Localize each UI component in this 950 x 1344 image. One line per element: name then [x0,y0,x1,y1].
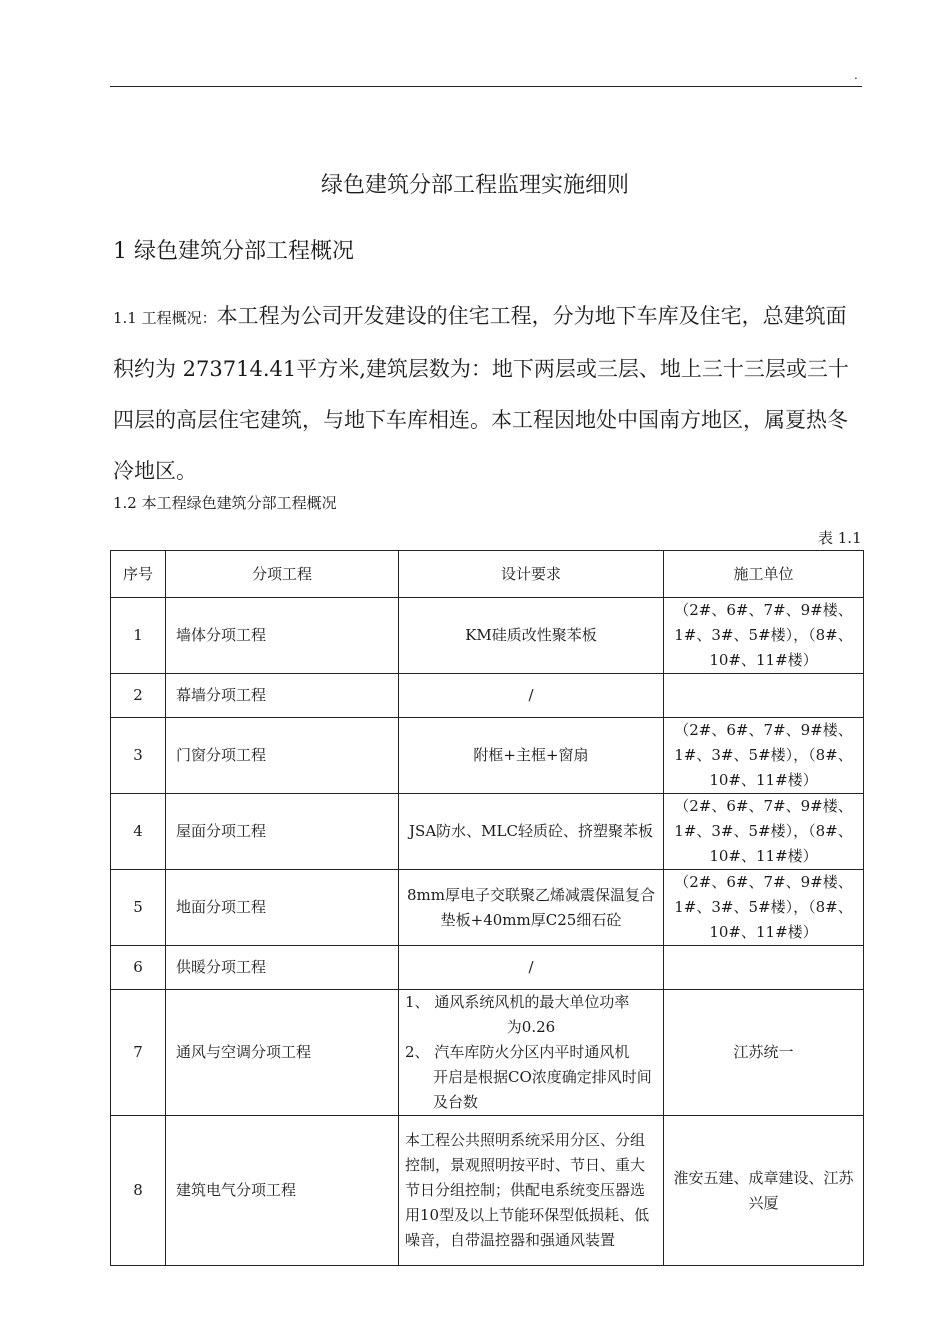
table-row [111,598,864,674]
row-req: KM硅质改性聚苯板 [399,598,664,674]
row-req: / [399,946,664,990]
header-no: 序号 [111,551,166,598]
req-list-continuation: 开启是根据CO浓度确定排风时间及台数 [433,1068,652,1111]
row-item: 地面分项工程 [166,870,399,946]
row-unit: （2#、6#、7#、9#楼、1#、3#、5#楼），（8#、10#、11#楼） [664,718,864,794]
row-unit [664,674,864,718]
subitem-table [110,550,864,1266]
req-list-text: 通风系统风机的最大单位功率 [434,993,630,1011]
header-req: 设计要求 [399,551,664,598]
row-no: 6 [111,946,166,990]
section-heading: 1 绿色建筑分部工程概况 [113,239,354,264]
row-item: 建筑电气分项工程 [166,1116,399,1266]
row-req: 本工程公共照明系统采用分区、分组控制，景观照明按平时、节日、重大节日分组控制；供配电系统变压器选用10型及以上节能环保型低损耗、低噪音，自带温控器和强通风装置 [399,1116,664,1266]
overview-paragraph [113,291,865,497]
row-req-list [399,990,664,1116]
row-unit: （2#、6#、7#、9#楼、1#、3#、5#楼），（8#、10#、11#楼） [664,794,864,870]
row-item: 屋面分项工程 [166,794,399,870]
req-list-item [405,990,657,1015]
req-list-item [405,1040,657,1065]
row-item: 供暖分项工程 [166,946,399,990]
table-row [111,718,864,794]
row-no: 2 [111,674,166,718]
table-header-row [111,551,864,598]
req-list-continuation: 为0.26 [506,1018,556,1036]
table-row [111,990,864,1116]
table-row [111,946,864,990]
row-item: 门窗分项工程 [166,718,399,794]
row-item: 墙体分项工程 [166,598,399,674]
header-mark: . [854,68,858,82]
row-no: 1 [111,598,166,674]
overview-lead: 1.1 工程概况： [113,309,217,327]
subsection-heading: 1.2 本工程绿色建筑分部工程概况 [113,494,337,512]
table-row [111,1116,864,1266]
row-unit: （2#、6#、7#、9#楼、1#、3#、5#楼），（8#、10#、11#楼） [664,870,864,946]
row-req: JSA防水、MLC轻质砼、挤塑聚苯板 [399,794,664,870]
overview-text: 本工程为公司开发建设的住宅工程，分为地下车库及住宅，总建筑面积约为 273714.41平方米,建筑层数为：地下两层或三层、地上三十三层或三十四层的高层住宅建筑，与地下车库相连。本工程因地处中国南方地区，属夏热冬冷地区。 [113,304,849,483]
row-unit: （2#、6#、7#、9#楼、1#、3#、5#楼），（8#、10#、11#楼） [664,598,864,674]
row-unit: 江苏统一 [664,990,864,1116]
header-unit: 施工单位 [664,551,864,598]
table-row [111,794,864,870]
req-list-text: 汽车库防火分区内平时通风机 [434,1043,630,1061]
table-row [111,674,864,718]
row-req: 附框+主框+窗扇 [399,718,664,794]
table-row [111,870,864,946]
row-req: / [399,674,664,718]
row-no: 3 [111,718,166,794]
row-item: 通风与空调分项工程 [166,990,399,1116]
req-list-number: 2、 [405,1043,430,1061]
header-item: 分项工程 [166,551,399,598]
row-no: 7 [111,990,166,1116]
row-item: 幕墙分项工程 [166,674,399,718]
document-title: 绿色建筑分部工程监理实施细则 [320,173,629,198]
req-list-number: 1、 [405,993,430,1011]
row-unit: 淮安五建、成章建设、江苏兴厦 [664,1116,864,1266]
header-rule [110,86,862,87]
row-req: 8mm厚电子交联聚乙烯减震保温复合垫板+40mm厚C25细石砼 [399,870,664,946]
row-unit [664,946,864,990]
table-caption: 表 1.1 [818,529,862,547]
row-no: 5 [111,870,166,946]
row-no: 8 [111,1116,166,1266]
row-no: 4 [111,794,166,870]
